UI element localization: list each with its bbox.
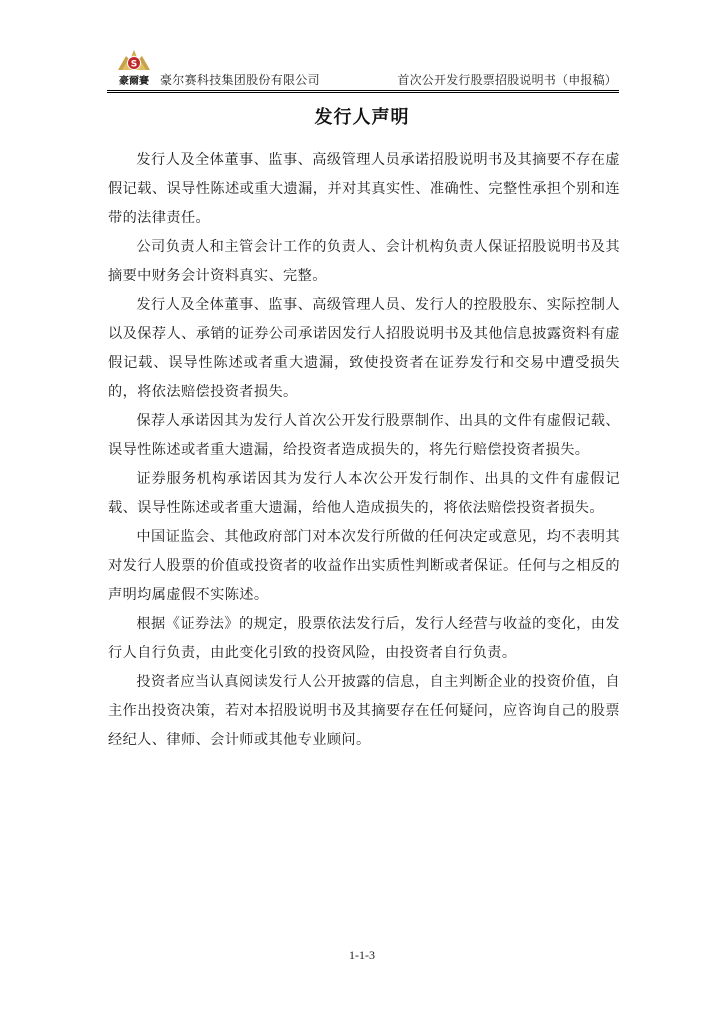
section-title: 发行人声明 <box>314 107 410 128</box>
paragraph: 投资者应当认真阅读发行人公开披露的信息，自主判断企业的投资价值，自主作出投资决策，若对本招股说明书及其摘要存在任何疑问，应咨询自己的股票经纪人、律师、会计师或其他专业顾问。 <box>108 674 620 748</box>
header-rule <box>107 90 619 91</box>
page-number: 1-1-3 <box>349 948 375 962</box>
company-name: 豪尔赛科技集团股份有限公司 <box>160 73 320 87</box>
paragraph: 保荐人承诺因其为发行人首次公开发行股票制作、出具的文件有虚假记载、误导性陈述或者重大遗漏，给投资者造成损失的，将先行赔偿投资者损失。 <box>108 413 620 458</box>
statement-body <box>108 146 620 755</box>
document-title: 首次公开发行股票招股说明书（申报稿） <box>397 73 617 87</box>
paragraph: 发行人及全体董事、监事、高级管理人员承诺招股说明书及其摘要不存在虚假记载、误导性陈述或重大遗漏，并对其真实性、准确性、完整性承担个别和连带的法律责任。 <box>108 152 620 226</box>
paragraph: 中国证监会、其他政府部门对本次发行所做的任何决定或意见，均不表明其对发行人股票的价值或投资者的收益作出实质性判断或者保证。任何与之相反的声明均属虚假不实陈述。 <box>108 529 620 603</box>
header-rule-thin <box>107 92 619 93</box>
paragraph: 公司负责人和主管会计工作的负责人、会计机构负责人保证招股说明书及其摘要中财务会计资料真实、完整。 <box>108 239 620 284</box>
svg-text:S: S <box>130 59 138 70</box>
company-logo <box>112 46 156 90</box>
paragraph: 发行人及全体董事、监事、高级管理人员、发行人的控股股东、实际控制人以及保荐人、承销的证券公司承诺因发行人招股说明书及其他信息披露资料有虚假记载、误导性陈述或者重大遗漏，致使投资者在证券发行和交易中遭受损失的，将依法赔偿投资者损失。 <box>108 297 620 400</box>
paragraph: 证券服务机构承诺因其为发行人本次公开发行制作、出具的文件有虚假记载、误导性陈述或者重大遗漏，给他人造成损失的，将依法赔偿投资者损失。 <box>108 471 620 516</box>
page-header <box>107 46 619 90</box>
paragraph: 根据《证券法》的规定，股票依法发行后，发行人经营与收益的变化，由发行人自行负责，由此变化引致的投资风险，由投资者自行负责。 <box>108 616 620 661</box>
logo-emblem-icon <box>112 46 156 90</box>
svg-text:豪爾賽: 豪爾賽 <box>119 76 149 87</box>
